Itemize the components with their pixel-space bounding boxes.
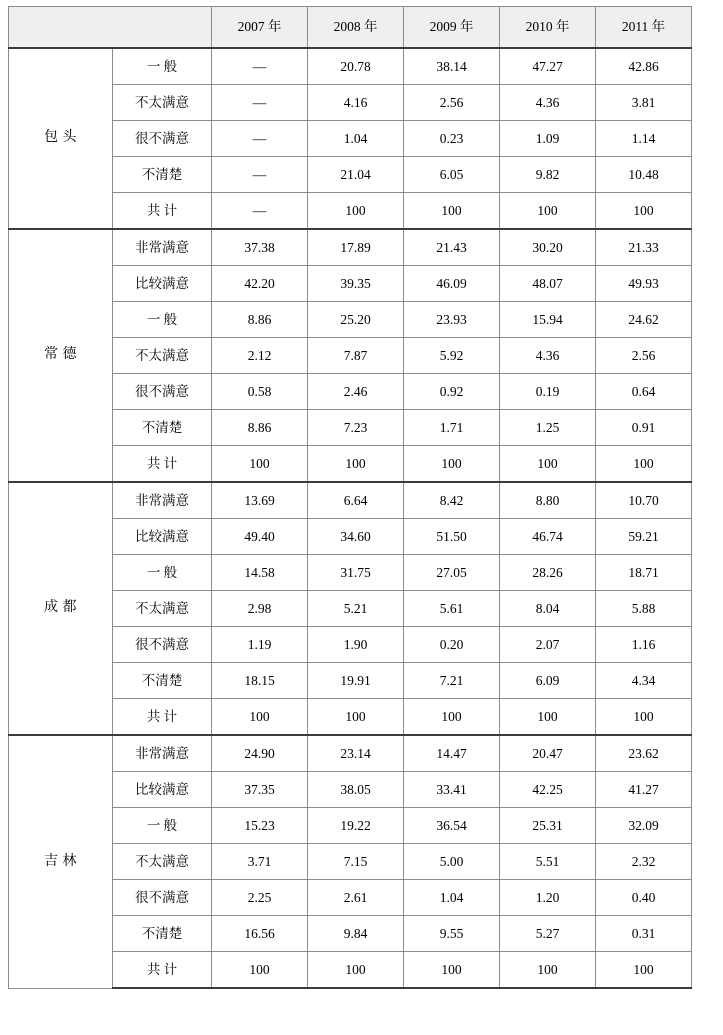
value-cell: 25.31	[500, 808, 596, 844]
value-cell: 100	[596, 446, 692, 483]
value-cell: 9.55	[404, 916, 500, 952]
value-cell: 37.35	[212, 772, 308, 808]
value-cell: 100	[596, 952, 692, 989]
value-cell: 5.61	[404, 591, 500, 627]
value-cell: 100	[212, 446, 308, 483]
value-cell: 5.00	[404, 844, 500, 880]
level-label: 共 计	[113, 193, 212, 230]
value-cell: 0.20	[404, 627, 500, 663]
level-label: 很不满意	[113, 880, 212, 916]
value-cell: 16.56	[212, 916, 308, 952]
value-cell: 14.58	[212, 555, 308, 591]
value-cell: 17.89	[308, 229, 404, 266]
table-corner-cell	[9, 7, 212, 49]
value-cell: 39.35	[308, 266, 404, 302]
value-cell: 10.70	[596, 482, 692, 519]
value-cell: —	[212, 121, 308, 157]
value-cell: 0.64	[596, 374, 692, 410]
column-header-year-2007: 2007 年	[212, 7, 308, 49]
value-cell: 15.23	[212, 808, 308, 844]
value-cell: 2.07	[500, 627, 596, 663]
value-cell: 100	[212, 952, 308, 989]
table-row	[9, 229, 692, 266]
value-cell: 100	[404, 952, 500, 989]
level-label: 非常满意	[113, 229, 212, 266]
value-cell: 0.58	[212, 374, 308, 410]
level-label: 一 般	[113, 302, 212, 338]
level-label: 非常满意	[113, 482, 212, 519]
value-cell: 41.27	[596, 772, 692, 808]
value-cell: 5.92	[404, 338, 500, 374]
value-cell: 3.81	[596, 85, 692, 121]
value-cell: 2.46	[308, 374, 404, 410]
value-cell: 7.21	[404, 663, 500, 699]
value-cell: 7.87	[308, 338, 404, 374]
value-cell: 42.20	[212, 266, 308, 302]
value-cell: 18.71	[596, 555, 692, 591]
value-cell: 7.23	[308, 410, 404, 446]
value-cell: 13.69	[212, 482, 308, 519]
value-cell: 8.42	[404, 482, 500, 519]
column-header-year-2009: 2009 年	[404, 7, 500, 49]
value-cell: 32.09	[596, 808, 692, 844]
header-row	[9, 7, 692, 49]
level-label: 不清楚	[113, 916, 212, 952]
value-cell: 0.19	[500, 374, 596, 410]
value-cell: 14.47	[404, 735, 500, 772]
value-cell: 24.90	[212, 735, 308, 772]
value-cell: 2.56	[596, 338, 692, 374]
value-cell: 4.36	[500, 338, 596, 374]
value-cell: 100	[404, 446, 500, 483]
value-cell: 1.04	[404, 880, 500, 916]
value-cell: 21.04	[308, 157, 404, 193]
value-cell: 100	[500, 193, 596, 230]
value-cell: 1.19	[212, 627, 308, 663]
level-label: 一 般	[113, 555, 212, 591]
value-cell: 100	[596, 193, 692, 230]
value-cell: 7.15	[308, 844, 404, 880]
level-label: 共 计	[113, 699, 212, 736]
value-cell: 0.23	[404, 121, 500, 157]
value-cell: 6.09	[500, 663, 596, 699]
value-cell: 49.93	[596, 266, 692, 302]
value-cell: —	[212, 85, 308, 121]
value-cell: 24.62	[596, 302, 692, 338]
level-label: 比较满意	[113, 772, 212, 808]
value-cell: 27.05	[404, 555, 500, 591]
page-sheet	[0, 6, 723, 1035]
value-cell: 20.78	[308, 48, 404, 85]
column-header-year-2011: 2011 年	[596, 7, 692, 49]
value-cell: 28.26	[500, 555, 596, 591]
level-label: 共 计	[113, 446, 212, 483]
value-cell: 4.34	[596, 663, 692, 699]
value-cell: 8.86	[212, 410, 308, 446]
value-cell: 9.84	[308, 916, 404, 952]
value-cell: 51.50	[404, 519, 500, 555]
value-cell: 9.82	[500, 157, 596, 193]
value-cell: 36.54	[404, 808, 500, 844]
level-label: 不太满意	[113, 591, 212, 627]
value-cell: 23.62	[596, 735, 692, 772]
value-cell: 42.86	[596, 48, 692, 85]
level-label: 不太满意	[113, 85, 212, 121]
table-body	[9, 48, 692, 988]
table-row	[9, 735, 692, 772]
value-cell: —	[212, 193, 308, 230]
value-cell: 4.36	[500, 85, 596, 121]
value-cell: 100	[212, 699, 308, 736]
level-label: 比较满意	[113, 519, 212, 555]
value-cell: 5.88	[596, 591, 692, 627]
level-label: 不太满意	[113, 844, 212, 880]
value-cell: 47.27	[500, 48, 596, 85]
table-row	[9, 482, 692, 519]
value-cell: 6.05	[404, 157, 500, 193]
value-cell: 8.86	[212, 302, 308, 338]
value-cell: 33.41	[404, 772, 500, 808]
value-cell: 59.21	[596, 519, 692, 555]
value-cell: 20.47	[500, 735, 596, 772]
value-cell: 15.94	[500, 302, 596, 338]
value-cell: 100	[500, 952, 596, 989]
value-cell: 2.12	[212, 338, 308, 374]
value-cell: 0.40	[596, 880, 692, 916]
value-cell: 1.04	[308, 121, 404, 157]
value-cell: 100	[308, 446, 404, 483]
level-label: 很不满意	[113, 374, 212, 410]
level-label: 共 计	[113, 952, 212, 989]
value-cell: —	[212, 48, 308, 85]
level-label: 不清楚	[113, 663, 212, 699]
value-cell: 6.64	[308, 482, 404, 519]
value-cell: —	[212, 157, 308, 193]
value-cell: 19.22	[308, 808, 404, 844]
value-cell: 5.21	[308, 591, 404, 627]
value-cell: 21.33	[596, 229, 692, 266]
city-label-2: 成 都	[9, 482, 113, 735]
value-cell: 18.15	[212, 663, 308, 699]
value-cell: 30.20	[500, 229, 596, 266]
value-cell: 46.09	[404, 266, 500, 302]
value-cell: 100	[500, 446, 596, 483]
value-cell: 46.74	[500, 519, 596, 555]
value-cell: 0.31	[596, 916, 692, 952]
satisfaction-table	[8, 6, 692, 989]
value-cell: 31.75	[308, 555, 404, 591]
value-cell: 5.51	[500, 844, 596, 880]
value-cell: 100	[308, 193, 404, 230]
value-cell: 4.16	[308, 85, 404, 121]
value-cell: 8.04	[500, 591, 596, 627]
value-cell: 25.20	[308, 302, 404, 338]
value-cell: 23.14	[308, 735, 404, 772]
value-cell: 1.71	[404, 410, 500, 446]
level-label: 一 般	[113, 48, 212, 85]
level-label: 非常满意	[113, 735, 212, 772]
value-cell: 19.91	[308, 663, 404, 699]
value-cell: 10.48	[596, 157, 692, 193]
value-cell: 1.14	[596, 121, 692, 157]
level-label: 不清楚	[113, 410, 212, 446]
value-cell: 0.92	[404, 374, 500, 410]
value-cell: 100	[404, 193, 500, 230]
value-cell: 38.14	[404, 48, 500, 85]
value-cell: 1.16	[596, 627, 692, 663]
value-cell: 100	[596, 699, 692, 736]
value-cell: 0.91	[596, 410, 692, 446]
level-label: 很不满意	[113, 121, 212, 157]
level-label: 比较满意	[113, 266, 212, 302]
value-cell: 38.05	[308, 772, 404, 808]
value-cell: 34.60	[308, 519, 404, 555]
value-cell: 37.38	[212, 229, 308, 266]
value-cell: 100	[308, 699, 404, 736]
level-label: 不太满意	[113, 338, 212, 374]
city-label-1: 常 德	[9, 229, 113, 482]
value-cell: 100	[308, 952, 404, 989]
city-label-3: 吉 林	[9, 735, 113, 988]
value-cell: 8.80	[500, 482, 596, 519]
value-cell: 2.61	[308, 880, 404, 916]
value-cell: 1.25	[500, 410, 596, 446]
value-cell: 1.20	[500, 880, 596, 916]
value-cell: 2.56	[404, 85, 500, 121]
column-header-year-2010: 2010 年	[500, 7, 596, 49]
value-cell: 2.32	[596, 844, 692, 880]
table-header	[9, 7, 692, 49]
value-cell: 1.90	[308, 627, 404, 663]
level-label: 很不满意	[113, 627, 212, 663]
value-cell: 48.07	[500, 266, 596, 302]
value-cell: 3.71	[212, 844, 308, 880]
value-cell: 1.09	[500, 121, 596, 157]
value-cell: 2.25	[212, 880, 308, 916]
value-cell: 5.27	[500, 916, 596, 952]
city-label-0: 包 头	[9, 48, 113, 229]
level-label: 一 般	[113, 808, 212, 844]
value-cell: 23.93	[404, 302, 500, 338]
value-cell: 2.98	[212, 591, 308, 627]
value-cell: 100	[500, 699, 596, 736]
value-cell: 42.25	[500, 772, 596, 808]
value-cell: 100	[404, 699, 500, 736]
column-header-year-2008: 2008 年	[308, 7, 404, 49]
value-cell: 21.43	[404, 229, 500, 266]
level-label: 不清楚	[113, 157, 212, 193]
value-cell: 49.40	[212, 519, 308, 555]
table-row	[9, 48, 692, 85]
